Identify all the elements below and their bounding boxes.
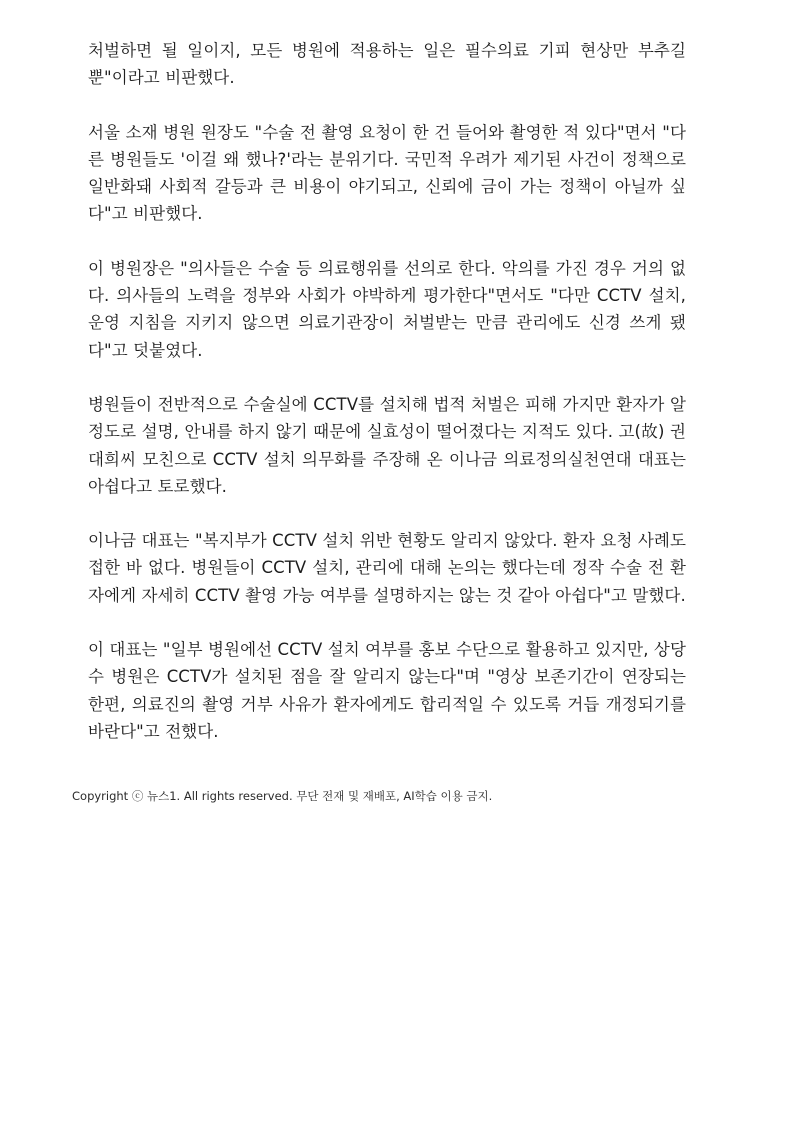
article-paragraph-5: 이나금 대표는 "복지부가 CCTV 설치 위반 현황도 알리지 않았다. 환자 요청 사례도 접한 바 없다. 병원들이 CCTV 설치, 관리에 대해 논의는 했다는데 정작 수술 전 환자에게 자세히 CCTV 촬영 가능 여부를 설명하지는 않는 것 같아 아쉽다"고 말했다.: [88, 531, 686, 605]
article-paragraph-4: 병원들이 전반적으로 수술실에 CCTV를 설치해 법적 처벌은 피해 가지만 환자가 알 정도로 설명, 안내를 하지 않기 때문에 실효성이 떨어졌다는 지적도 있다. 고(故) 권대희씨 모친으로 CCTV 설치 의무화를 주장해 온 이나금 의료정의실천연대 대표는 아쉽다고 토로했다.: [88, 394, 686, 496]
article-paragraph-3: 이 병원장은 "의사들은 수술 등 의료행위를 선의로 한다. 악의를 가진 경우 거의 없다. 의사들의 노력을 정부와 사회가 야박하게 평가한다"면서도 "다만 CCTV 설치, 운영 지침을 지키지 않으면 의료기관장이 처벌받는 만큼 관리에도 신경 쓰게 됐다"고 덧붙였다.: [88, 258, 686, 360]
article-paragraph-1: 처벌하면 될 일이지, 모든 병원에 적용하는 일은 필수의료 기피 현상만 부추길 뿐"이라고 비판했다.: [88, 41, 686, 88]
copyright-notice: Copyright ⓒ 뉴스1. All rights reserved. 무단 전재 및 재배포, AI학습 이용 금지.: [72, 789, 493, 803]
article-paragraph-6: 이 대표는 "일부 병원에선 CCTV 설치 여부를 홍보 수단으로 활용하고 있지만, 상당수 병원은 CCTV가 설치된 점을 잘 알리지 않는다"며 "영상 보존기간이 연장되는 한편, 의료진의 촬영 거부 사유가 환자에게도 합리적일 수 있도록 거듭 개정되기를 바란다"고 전했다.: [88, 640, 686, 741]
article-body: [88, 37, 686, 772]
article-paragraph-2: 서울 소재 병원 원장도 "수술 전 촬영 요청이 한 건 들어와 촬영한 적 있다"면서 "다른 병원들도 '이걸 왜 했나?'라는 분위기다. 국민적 우려가 제기된 사건이 정책으로 일반화돼 사회적 갈등과 큰 비용이 야기되고, 신뢰에 금이 가는 정책이 아닐까 싶다"고 비판했다.: [88, 122, 686, 224]
